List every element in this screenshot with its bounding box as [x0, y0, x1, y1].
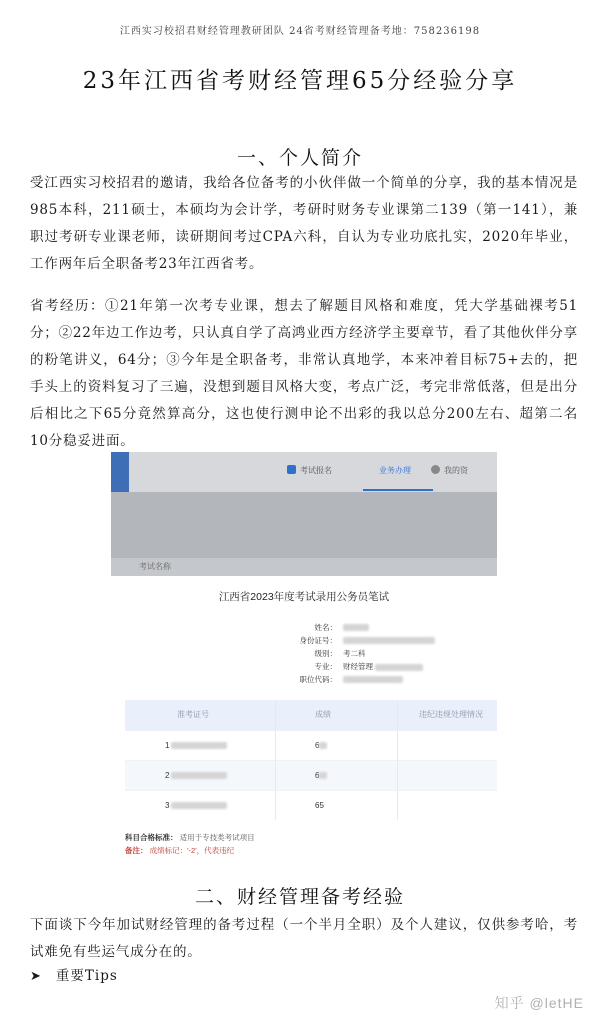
- remark-note: 备注： 成绩标记：'-2'，代表违纪: [125, 846, 235, 855]
- section1-paragraph-intro: 受江西实习校招君的邀请，我给各位备考的小伙伴做一个简单的分享，我的基本情况是985本科，211硕士，本硕均为会计学，考研时财务专业课第二139（第一141），兼职过考研专业课老师，读研期间考过CPA六科，自认为专业功底扎实，2020年毕业，工作两年后全职备考23年江西省考。: [30, 175, 578, 272]
- tab-my-info[interactable]: 我的资: [431, 465, 468, 476]
- tab-business[interactable]: 业务办理: [379, 466, 411, 475]
- arrow-bullet-icon: ➤: [30, 969, 42, 984]
- info-name: 姓名：: [111, 622, 497, 634]
- section2-heading: 二、财经管理备考经验: [194, 886, 405, 908]
- table-row: 2 6: [125, 760, 497, 791]
- watermark: 知乎 @letHE: [494, 995, 584, 1011]
- section1-heading: 一、个人简介: [236, 147, 363, 169]
- exam-name-column: 考试名称: [111, 558, 497, 576]
- section2-paragraph: 下面谈下今年加试财经管理的备考过程（一个半月全职）及个人建议，仅供参考哈，考试难免有些运气成分在的。: [30, 917, 578, 960]
- registration-icon: [287, 465, 296, 474]
- section1-paragraph-history: 省考经历：①21年第一次考专业课，想去了解题目风格和难度，凭大学基础裸考51分；②22年边工作边考，只认真自学了高鸿业西方经济学主要章节，看了其他伙伴分享的粉笔讲义，64分；③今年是全职备考，非常认真地学，本来冲着目标75+去的，把手头上的资料复习了三遍，没想到题目风格大变，考点广泛，考完非常低落，但是出分后相比之下65分竟然算高分，这也使行测申论不出彩的我以总分200左右、超第二名10分稳妥进面。: [30, 298, 578, 449]
- info-major: 专业： 财经管理: [111, 661, 497, 673]
- exam-portal-header: [111, 452, 497, 576]
- score-screenshot: [111, 452, 497, 862]
- document-title: 23年江西省考财经管理65分经验分享: [82, 68, 518, 94]
- info-level: 级别： 考二科: [314, 649, 366, 658]
- table-row: 1 6: [125, 730, 497, 761]
- pass-standard-note: 科目合格标准： 适用于专技类考试项目: [125, 833, 255, 842]
- document-header: 江西实习校招君财经管理教研团队 24省考财经管理备考地：758236198: [119, 26, 481, 37]
- table-row: 3 65: [125, 790, 497, 821]
- info-id-number: 身份证号：: [111, 635, 497, 647]
- user-icon: [431, 465, 440, 474]
- tab-exam-registration[interactable]: 考试报名: [287, 465, 332, 476]
- exam-title: 江西省2023年度考试录用公务员笔试: [218, 591, 390, 603]
- score-table-header: 准考证号 成绩 违纪违规处理情况: [125, 700, 497, 730]
- info-position-code: 职位代码：: [111, 674, 497, 686]
- tips-item: ➤ 重要Tips: [30, 968, 118, 984]
